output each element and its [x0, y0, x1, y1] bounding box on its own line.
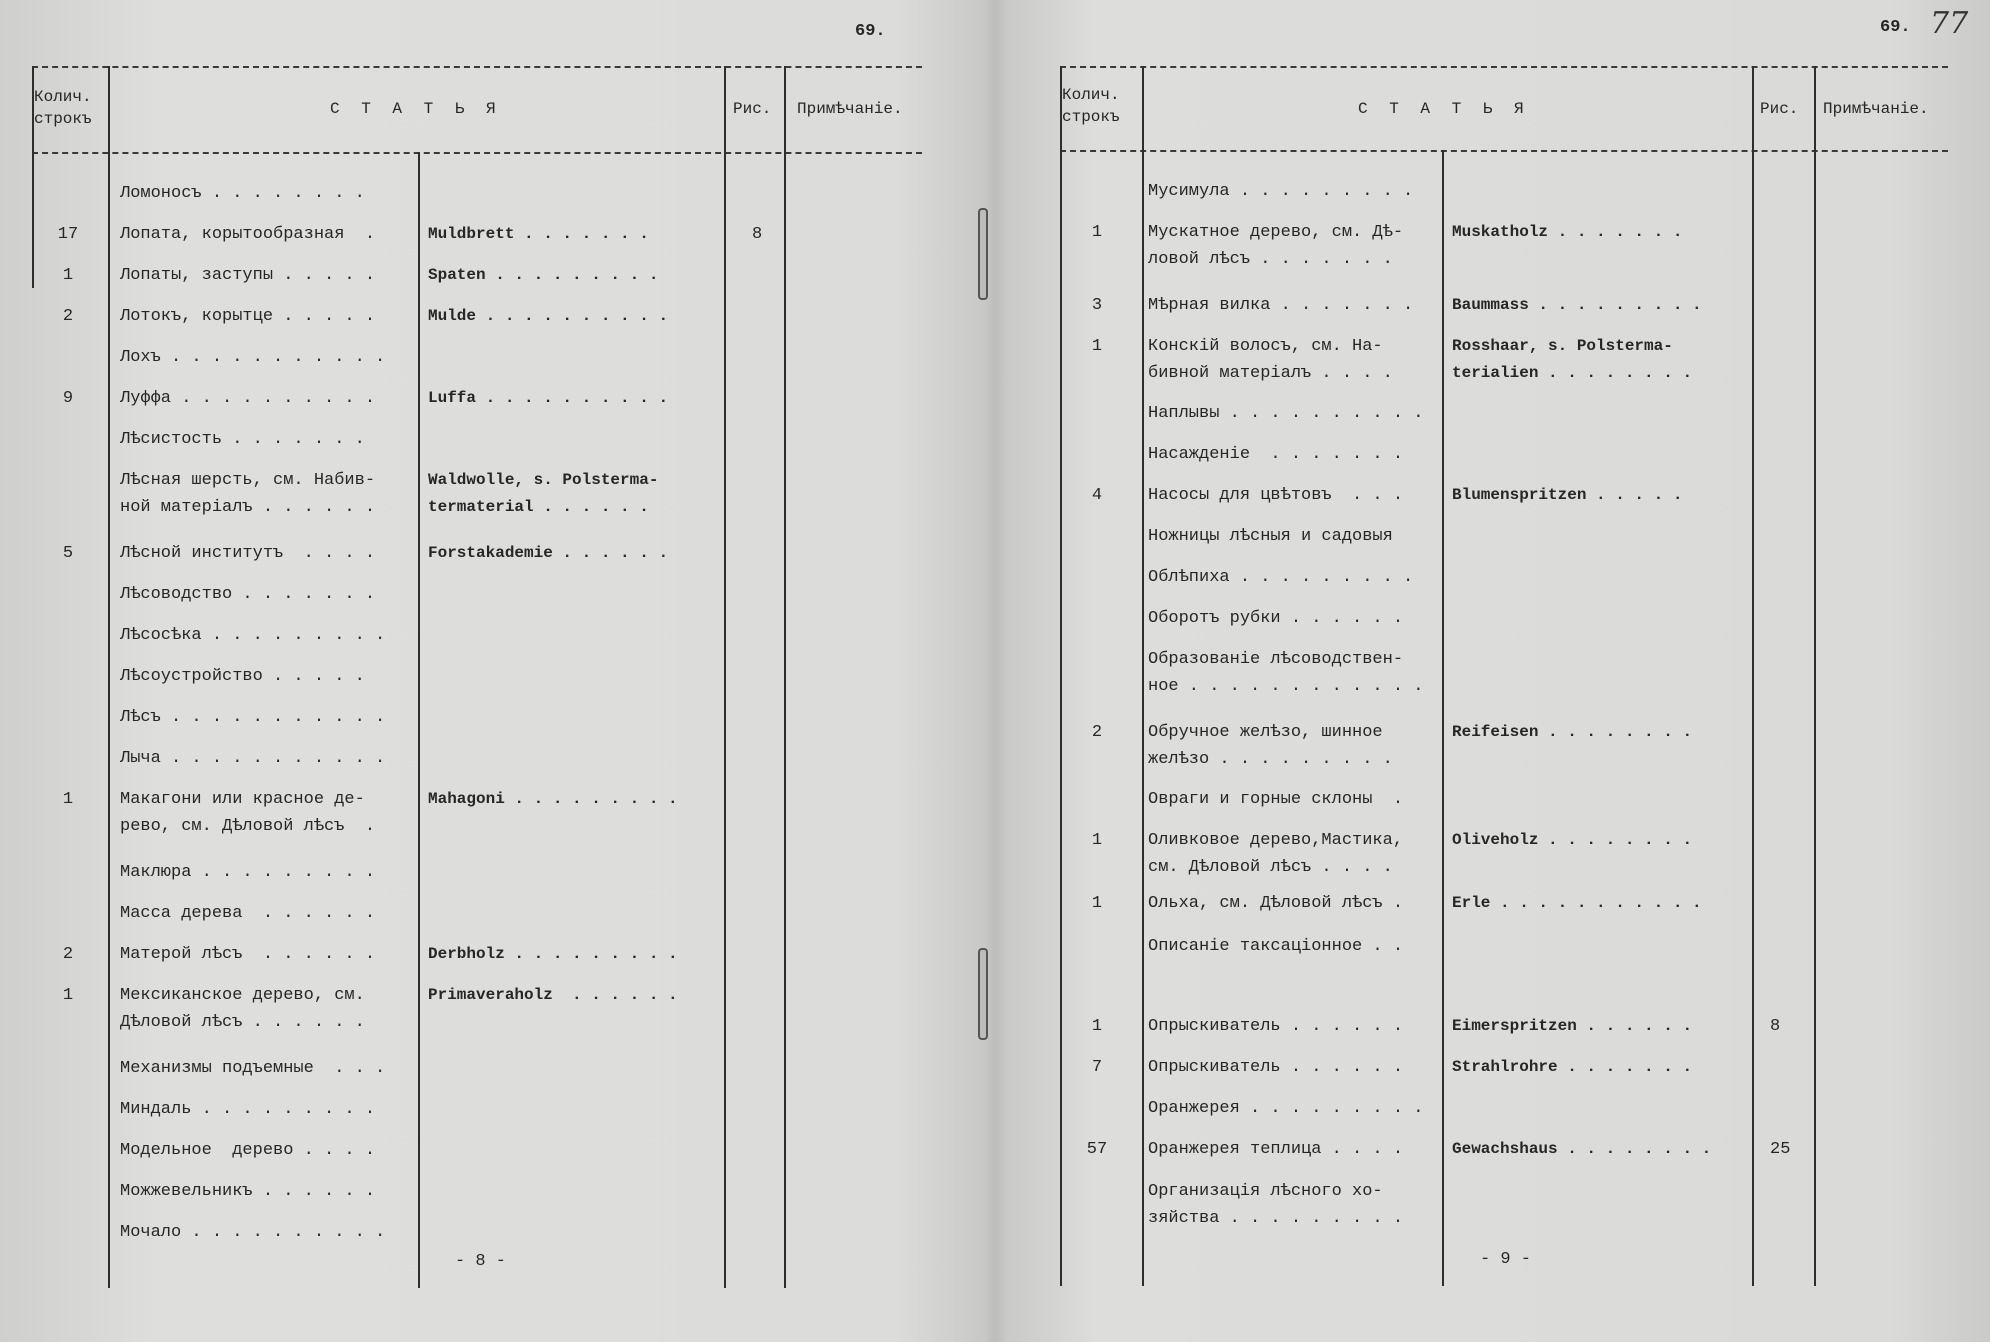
russian-term: Дѣловой лѣсъ . . . . . .	[120, 1013, 365, 1032]
column-divider	[1814, 66, 1816, 1286]
russian-term: Мѣрная вилка . . . . . . .	[1148, 296, 1414, 315]
german-term: Eimerspritzen . . . . . .	[1452, 1017, 1693, 1035]
russian-term: Миндаль . . . . . . . . .	[120, 1100, 376, 1119]
line-count: 2	[62, 307, 74, 326]
count-header: Колич. строкъ	[34, 88, 92, 128]
russian-term: Масса дерева . . . . . .	[120, 904, 376, 923]
russian-term: Оранжерея . . . . . . . . .	[1148, 1099, 1424, 1118]
handwritten-folio-number: 77	[1930, 6, 1969, 41]
line-count: 1	[1091, 1017, 1103, 1036]
german-term: Forstakademie . . . . . .	[428, 544, 669, 562]
line-count: 4	[1091, 486, 1103, 505]
german-term: Mahagoni . . . . . . . . .	[428, 790, 678, 808]
russian-term: Лѣсоводство . . . . . . .	[120, 585, 376, 604]
russian-term: Мочало . . . . . . . . . .	[120, 1223, 386, 1242]
russian-term: Лотокъ, корытце . . . . .	[120, 307, 376, 326]
russian-term: Мексиканское дерево, см.	[120, 986, 365, 1005]
russian-term: Обручное желѣзо, шинное	[1148, 723, 1383, 742]
russian-term: Описаніе таксаціонное . .	[1148, 937, 1404, 956]
german-term: terialien . . . . . . . .	[1452, 364, 1693, 382]
line-count: 17	[57, 225, 79, 244]
russian-term: Лопаты, заступы . . . . .	[120, 266, 376, 285]
russian-term: Опрыскиватель . . . . . .	[1148, 1058, 1404, 1077]
german-term: Blumenspritzen . . . . .	[1452, 486, 1683, 504]
russian-term: Оборотъ рубки . . . . . .	[1148, 609, 1404, 628]
line-count: 3	[1091, 296, 1103, 315]
figure-number: 8	[752, 225, 763, 244]
german-term: termaterial . . . . . .	[428, 498, 649, 516]
page-footer: - 8 -	[455, 1252, 507, 1271]
russian-term: Матерой лѣсъ . . . . . .	[120, 945, 376, 964]
column-divider	[1060, 66, 1062, 1286]
german-term: Oliveholz . . . . . . . .	[1452, 831, 1693, 849]
line-count: 1	[1091, 337, 1103, 356]
german-term: Reifeisen . . . . . . . .	[1452, 723, 1693, 741]
line-count: 1	[1091, 223, 1103, 242]
russian-term: Овраги и горные склоны .	[1148, 790, 1404, 809]
page-footer: - 9 -	[1480, 1250, 1532, 1269]
column-divider	[1752, 66, 1754, 1286]
russian-term: Лѣсъ . . . . . . . . . . .	[120, 708, 386, 727]
column-divider	[1142, 66, 1144, 1286]
german-term: Strahlrohre . . . . . . .	[1452, 1058, 1693, 1076]
german-term: Baummass . . . . . . . . .	[1452, 296, 1702, 314]
russian-term: Оранжерея теплица . . . .	[1148, 1140, 1404, 1159]
russian-term: бивной матеріалъ . . . .	[1148, 364, 1393, 383]
russian-term: Лѣсная шерсть, см. Набив-	[120, 471, 376, 490]
russian-term: Опрыскиватель . . . . . .	[1148, 1017, 1404, 1036]
russian-term: Мусимула . . . . . . . . .	[1148, 182, 1414, 201]
russian-term: Лыча . . . . . . . . . . .	[120, 749, 386, 768]
german-term: Waldwolle, s. Polsterma-	[428, 471, 659, 489]
page-number: 69.	[1880, 18, 1911, 37]
russian-term: Лопата, корытообразная .	[120, 225, 376, 244]
line-count: 2	[62, 945, 74, 964]
russian-term: Организація лѣсного хо-	[1148, 1182, 1383, 1201]
russian-term: Макагони или красное де-	[120, 790, 365, 809]
german-term: Derbholz . . . . . . . . .	[428, 945, 678, 963]
note-header: Примѣчаніе.	[797, 100, 903, 118]
line-count: 5	[62, 544, 74, 563]
fig-header: Рис.	[733, 100, 772, 118]
line-count: 57	[1086, 1140, 1108, 1159]
figure-number: 25	[1770, 1140, 1791, 1159]
russian-term: Луффа . . . . . . . . . .	[120, 389, 376, 408]
russian-term: зяйства . . . . . . . . .	[1148, 1209, 1404, 1228]
german-term: Muskatholz . . . . . . .	[1452, 223, 1683, 241]
russian-term: Модельное дерево . . . .	[120, 1141, 376, 1160]
russian-term: ное . . . . . . . . . . . .	[1148, 677, 1424, 696]
count-header: Колич. строкъ	[1062, 86, 1120, 126]
russian-term: Наплывы . . . . . . . . . .	[1148, 404, 1424, 423]
russian-term: ной матеріалъ . . . . . .	[120, 498, 376, 517]
russian-term: Мускатное дерево, см. Дѣ-	[1148, 223, 1404, 242]
russian-term: см. Дѣловой лѣсъ . . . .	[1148, 858, 1393, 877]
russian-term: Конскій волосъ, см. На-	[1148, 337, 1383, 356]
line-count: 7	[1091, 1058, 1103, 1077]
russian-term: Облѣпиха . . . . . . . . .	[1148, 568, 1414, 587]
fig-header: Рис.	[1760, 100, 1799, 118]
article-header: С Т А Т Ь Я	[1358, 100, 1530, 118]
russian-term: Лѣсоустройство . . . . .	[120, 667, 365, 686]
russian-term: Механизмы подъемные . . .	[120, 1059, 386, 1078]
line-count: 1	[1091, 894, 1103, 913]
article-header: С Т А Т Ь Я	[330, 100, 502, 118]
russian-term: Образованіе лѣсоводствен-	[1148, 650, 1404, 669]
german-term: Rosshaar, s. Polsterma-	[1452, 337, 1673, 355]
russian-term: Лѣсной институтъ . . . .	[120, 544, 376, 563]
russian-term: Ольха, см. Дѣловой лѣсъ .	[1148, 894, 1404, 913]
german-term: Primaveraholz . . . . . .	[428, 986, 678, 1004]
russian-term: рево, см. Дѣловой лѣсъ .	[120, 817, 376, 836]
russian-term: Лѣсосѣка . . . . . . . . .	[120, 626, 386, 645]
line-count: 1	[62, 790, 74, 809]
russian-term: Насосы для цвѣтовъ . . .	[1148, 486, 1404, 505]
german-term: Muldbrett . . . . . . .	[428, 225, 649, 243]
russian-term: Можжевельникъ . . . . . .	[120, 1182, 376, 1201]
russian-term: Маклюра . . . . . . . . .	[120, 863, 376, 882]
russian-term: Лохъ . . . . . . . . . . .	[120, 348, 386, 367]
line-count: 9	[62, 389, 74, 408]
russian-term: Оливковое дерево,Мастика,	[1148, 831, 1404, 850]
german-term: Erle . . . . . . . . . . .	[1452, 894, 1702, 912]
page-number: 69.	[855, 22, 886, 41]
russian-term: ловой лѣсъ . . . . . . .	[1148, 250, 1393, 269]
note-header: Примѣчаніе.	[1823, 100, 1929, 118]
russian-term: Насажденіе . . . . . . .	[1148, 445, 1404, 464]
line-count: 1	[62, 986, 74, 1005]
column-divider	[1442, 150, 1444, 1286]
german-term: Luffa . . . . . . . . . .	[428, 389, 669, 407]
russian-term: Ломоносъ . . . . . . . .	[120, 184, 365, 203]
russian-term: Лѣсистость . . . . . . .	[120, 430, 365, 449]
russian-term: Ножницы лѣсныя и садовыя	[1148, 527, 1393, 546]
german-term: Mulde . . . . . . . . . .	[428, 307, 669, 325]
line-count: 2	[1091, 723, 1103, 742]
german-term: Gewachshaus . . . . . . . .	[1452, 1140, 1712, 1158]
figure-number: 8	[1770, 1017, 1781, 1036]
german-term: Spaten . . . . . . . . .	[428, 266, 659, 284]
russian-term: желѣзо . . . . . . . . .	[1148, 750, 1393, 769]
line-count: 1	[1091, 831, 1103, 850]
line-count: 1	[62, 266, 74, 285]
